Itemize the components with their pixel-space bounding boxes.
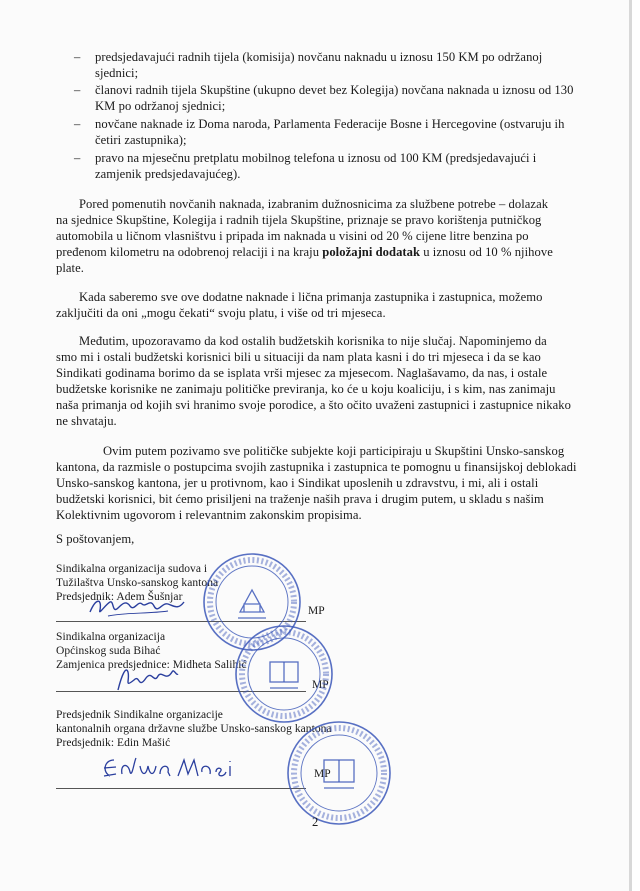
signatory-3-line-2: kantonalnih organa državne službe Unsko-sanskog kantona xyxy=(56,723,332,735)
paragraph-1-line-4 xyxy=(56,244,553,260)
paragraph-3-line-3: Sindikati godinama borimo da se isplata vrši mjesec za mjesecom. Naglašavamo, da nas, i ostale xyxy=(56,366,548,380)
official-stamp-2 xyxy=(232,622,336,726)
list-item-4-line-1: pravo na mjesečnu pretplatu mobilnog telefona u iznosu od 100 KM (predsjedavajući i xyxy=(95,151,537,165)
official-stamp-3 xyxy=(284,718,394,828)
signatory-1-line-3: Predsjednik: Adem Šušnjar xyxy=(56,591,183,603)
signature-2-scribble xyxy=(112,662,182,696)
paragraph-1-line-4-text: pređenom kilometru na odobrenoj relaciji i na kraju xyxy=(56,245,323,259)
page-number: 2 xyxy=(312,815,319,829)
signature-3-scribble xyxy=(100,752,240,782)
paragraph-4-line-3: Unsko-sanskog kantona, jer u protivnom, kao i Sindikat uposlenih u zdravstvu, i mi, ali i ostali xyxy=(56,476,539,490)
list-item-3-line-1: novčane naknade iz Doma naroda, Parlamenta Federacije Bosne i Hercegovine (ostvaruju ih xyxy=(95,117,565,131)
paragraph-3-line-2: smo mi i ostali budžetski korisnici bili u situaciji da nam plata kasni i do tri mjeseca i da se kao xyxy=(56,350,541,364)
signatory-3-line-1: Predsjednik Sindikalne organizacije xyxy=(56,709,223,721)
signatory-2-mp: MP xyxy=(312,679,329,691)
paragraph-2-line-1: Kada saberemo sve ove dodatne naknade i lična primanja zastupnika i zastupnica, možemo xyxy=(79,290,543,304)
list-dash: – xyxy=(74,117,81,131)
signatory-3-mp: MP xyxy=(314,768,331,780)
signatory-2-line-2: Općinskog suda Bihać xyxy=(56,645,161,657)
list-item-2-line-2: KM po održanoj sjednici; xyxy=(95,99,226,113)
paragraph-1-line-5: plate. xyxy=(56,261,84,275)
paragraph-3-line-4: budžetske korisnike ne zanimaju političke previranja, ko će u koju koaliciju, i s kim, nas zanimaju xyxy=(56,382,556,396)
list-item-4-line-2: zamjenik predsjedavajućeg). xyxy=(95,167,241,181)
paragraph-3-line-5: naša primanja od kojih svi hranimo svoje porodice, a što očito uvaženi zastupnici i zastupnice nikako xyxy=(56,398,571,412)
list-dash: – xyxy=(74,151,81,165)
signatory-3-line-3: Predsjednik: Edin Mašić xyxy=(56,737,171,749)
paragraph-1-line-3: automobila u ličnom vlasništvu i pripada im naknada u visini od 20 % cijene litre benzina po xyxy=(56,229,529,243)
paragraph-3-line-6: ne shvataju. xyxy=(56,414,117,428)
list-item-1-line-2: sjednici; xyxy=(95,66,139,80)
signatory-1-line-1: Sindikalna organizacija sudova i xyxy=(56,563,208,575)
list-item-1-line-1: predsjedavajući radnih tijela (komisija) novčanu naknadu u iznosu 150 KM po održanoj xyxy=(95,50,543,64)
signature-1-scribble xyxy=(88,594,188,620)
paragraph-3-line-1: Međutim, upozoravamo da kod ostalih budžetskih korisnika to nije slučaj. Napominjemo da xyxy=(79,334,547,348)
paragraph-1-line-2: na sjednice Skupštine, Kolegija i radnih tijela Skupštine, priznaje se pravo korištenja putničkog xyxy=(56,213,542,227)
signatory-2-line-3: Zamjenica predsjednice: Midheta Salihić xyxy=(56,659,247,671)
closing-salutation: S poštovanjem, xyxy=(56,532,135,546)
paragraph-2-line-2: zaključiti da oni „mogu čekati“ svoju platu, i više od tri mjeseca. xyxy=(56,306,386,320)
signatory-1-line-2: Tužilaštva Unsko-sanskog kantona xyxy=(56,577,219,589)
list-item-3-line-2: četiri zastupnika); xyxy=(95,133,187,147)
list-dash: – xyxy=(74,50,81,64)
paragraph-4-line-1: Ovim putem pozivamo sve političke subjekte koji participiraju u Skupštini Unsko-sanskog xyxy=(103,444,565,458)
signatory-1-mp: MP xyxy=(308,605,325,617)
list-dash: – xyxy=(74,83,81,97)
list-item-2-line-1: članovi radnih tijela Skupštine (ukupno devet bez Kolegija) novčana naknada u iznosu od 130 xyxy=(95,83,574,97)
paragraph-1-bold-phrase: položajni dodatak xyxy=(322,245,421,259)
paragraph-4-line-5: Kolektivnim ugovorom i relevantnim zakonskim propisima. xyxy=(56,508,362,522)
paragraph-1-line-1: Pored pomenutih novčanih naknada, izabranim dužnosnicima za službene potrebe – dolazak xyxy=(79,197,549,211)
paragraph-4-line-4: budžetski korisnici, bit ćemo prisiljeni na traženje naših prava i drugim putem, u skladu s našim xyxy=(56,492,544,506)
paragraph-4-line-2: kantona, da razmisle o postupcima svojih zastupnika i zastupnica te pomognu u finansijskoj deblokadi xyxy=(56,460,577,474)
signatory-2-line-1: Sindikalna organizacija xyxy=(56,631,166,643)
paragraph-1-line-4-tail: u iznosu od 10 % njihove xyxy=(420,245,553,259)
signature-line-3 xyxy=(56,788,306,789)
